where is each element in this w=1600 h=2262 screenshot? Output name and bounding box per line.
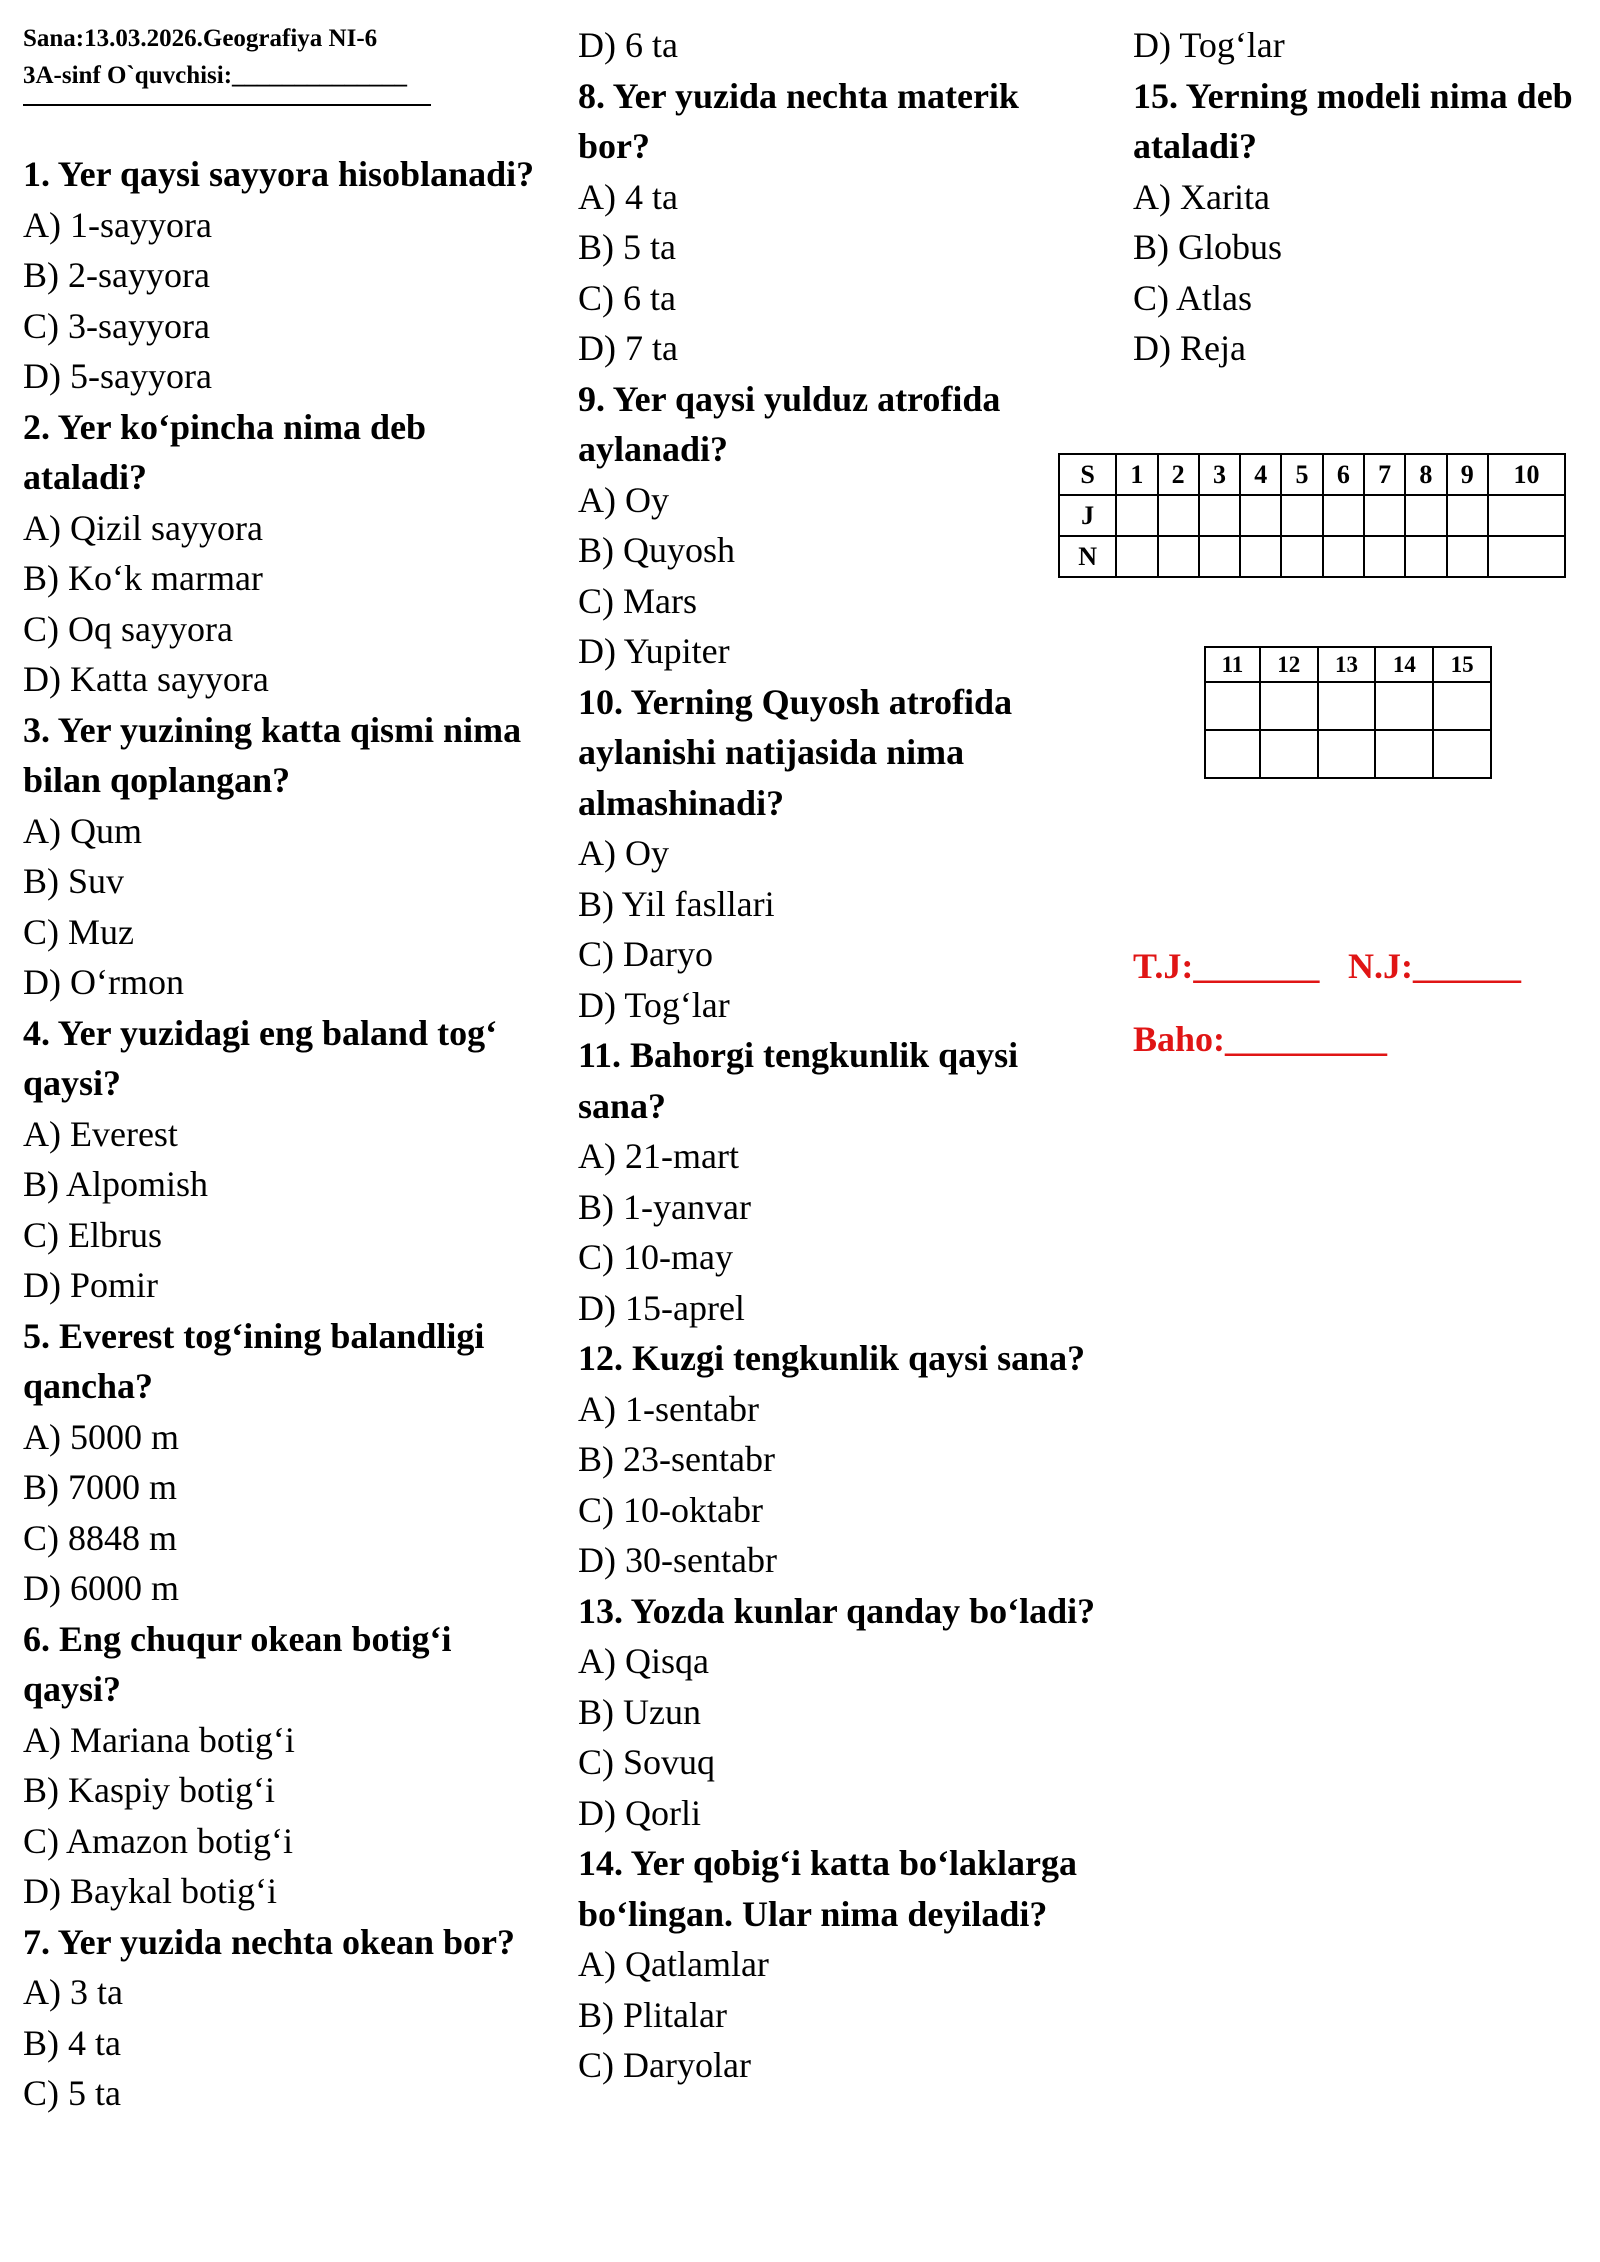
header-cell-3: 3: [1199, 454, 1240, 495]
header-cell-13: 13: [1318, 647, 1376, 682]
option-d: D) Baykal botig‘i: [23, 1871, 277, 1911]
column-2: [578, 20, 1098, 2091]
answer-cell[interactable]: [1205, 730, 1260, 778]
answer-cell[interactable]: [1199, 495, 1240, 536]
option-d: D) Katta sayyora: [23, 659, 269, 699]
answer-cell[interactable]: [1116, 536, 1157, 577]
option-d: D) 15-aprel: [578, 1287, 745, 1328]
option-b: B) Globus: [1133, 227, 1283, 267]
answer-cell[interactable]: [1488, 495, 1565, 536]
option-b: B) 2-sayyora: [23, 255, 210, 295]
answer-cell[interactable]: [1364, 536, 1405, 577]
question-12: [578, 1333, 1098, 1586]
option-c: C) 10-may: [578, 1237, 733, 1277]
option-d: D) 6000 m: [23, 1568, 179, 1608]
header-cell-6: 6: [1323, 454, 1364, 495]
question-5: [23, 1311, 543, 1614]
answer-cell[interactable]: [1323, 495, 1364, 536]
correct-answers-field: T.J:_______: [1133, 946, 1320, 986]
question-15: [1133, 71, 1573, 374]
question-text: 8. Yer yuzida nechta materik bor?: [578, 75, 1019, 166]
option-b: B) Kaspiy botig‘i: [23, 1770, 275, 1810]
answer-cell[interactable]: [1281, 495, 1322, 536]
option-d: D) Pomir: [23, 1265, 158, 1305]
row-label: J: [1059, 495, 1116, 536]
answer-cell[interactable]: [1158, 495, 1199, 536]
question-11: [578, 1030, 1098, 1333]
option-c: C) Atlas: [1133, 277, 1253, 318]
answer-cell[interactable]: [1433, 730, 1491, 778]
answer-cell[interactable]: [1488, 536, 1565, 577]
option-d: D) 5-sayyora: [23, 356, 212, 396]
question-text: 11. Bahorgi tengkunlik qaysi sana?: [578, 1035, 1019, 1126]
question-text: 12. Kuzgi tengkunlik qaysi sana?: [578, 1338, 1086, 1378]
answer-row-n: [1059, 536, 1565, 577]
header-cell-2: 2: [1158, 454, 1199, 495]
question-10: [578, 677, 1098, 1031]
option-c: C) 5 ta: [23, 2073, 121, 2113]
option-b: B) 5 ta: [578, 227, 676, 267]
header-cell-14: 14: [1375, 647, 1433, 682]
answer-cell[interactable]: [1364, 495, 1405, 536]
option-a: A) Qum: [23, 810, 142, 851]
name-blank-line: [23, 94, 431, 106]
question-13: [578, 1586, 1098, 1839]
column-3: [1133, 20, 1573, 374]
option-a: A) Oy: [578, 833, 669, 873]
option-a: A) 1-sentabr: [578, 1388, 759, 1429]
question-14: [578, 1838, 1098, 2091]
answer-cell[interactable]: [1116, 495, 1157, 536]
answer-cell[interactable]: [1405, 536, 1446, 577]
option-a: A) 4 ta: [578, 176, 678, 217]
question-text: 13. Yozda kunlar qanday bo‘ladi?: [578, 1590, 1096, 1631]
answer-cell[interactable]: [1158, 536, 1199, 577]
answer-cell[interactable]: [1205, 682, 1260, 730]
header-cell-7: 7: [1364, 454, 1405, 495]
header-cell-9: 9: [1447, 454, 1488, 495]
question-9: [578, 374, 1098, 677]
question-text: 2. Yer ko‘pincha nima deb ataladi?: [23, 406, 427, 497]
question-7: [23, 1917, 543, 2119]
header-cell-4: 4: [1240, 454, 1281, 495]
header-cell-8: 8: [1405, 454, 1446, 495]
answer-cell[interactable]: [1240, 536, 1281, 577]
answer-cell[interactable]: [1240, 495, 1281, 536]
option-a: A) 1-sayyora: [23, 204, 212, 245]
answer-cell[interactable]: [1433, 682, 1491, 730]
question-text: 7. Yer yuzida nechta okean bor?: [23, 1921, 516, 1962]
answer-cell[interactable]: [1375, 730, 1433, 778]
question-text: 1. Yer qaysi sayyora hisoblanadi?: [23, 154, 535, 194]
option-a: A) Everest: [23, 1113, 178, 1154]
header-student-name: 3A-sinf O`quvchisi:______________: [23, 62, 408, 89]
option-d: D) Yupiter: [578, 631, 730, 671]
option-b: B) Uzun: [578, 1691, 701, 1732]
question-text: 10. Yerning Quyosh atrofida aylanishi natijasida nima almashinadi?: [578, 681, 1013, 823]
option-c: C) Elbrus: [23, 1214, 162, 1255]
option-c: C) 10-oktabr: [578, 1489, 763, 1530]
option-c: C) 8848 m: [23, 1517, 178, 1558]
header-cell-5: 5: [1281, 454, 1322, 495]
wrong-answers-field: N.J:______: [1348, 946, 1521, 986]
option-a: A) 5000 m: [23, 1416, 179, 1457]
header-cell-label: S: [1059, 454, 1116, 495]
answer-table-header-row: [1205, 647, 1491, 682]
option-b: B) Suv: [23, 861, 125, 901]
option-c: C) Oq sayyora: [23, 608, 233, 649]
answer-cell[interactable]: [1281, 536, 1322, 577]
option-d: D) Reja: [1133, 328, 1246, 368]
question-2: [23, 402, 543, 705]
header-cell-1: 1: [1116, 454, 1157, 495]
option-a: A) Mariana botig‘i: [23, 1719, 295, 1760]
answer-table-header-row: [1059, 454, 1565, 495]
question-8: [578, 71, 1098, 374]
option-c: C) Mars: [578, 580, 697, 621]
option-c: C) Amazon botig‘i: [23, 1820, 293, 1861]
answer-cell[interactable]: [1447, 495, 1488, 536]
option-a: A) Qizil sayyora: [23, 507, 263, 548]
option-b: B) 7000 m: [23, 1467, 178, 1507]
question-text: 14. Yer qobig‘i katta bo‘laklarga bo‘lingan. Ular nima deyiladi?: [578, 1843, 1078, 1934]
option-c: C) Daryolar: [578, 2045, 751, 2085]
option-b: B) 1-yanvar: [578, 1186, 751, 1227]
option-b: B) 4 ta: [23, 2022, 121, 2063]
option-c: C) 3-sayyora: [23, 305, 210, 346]
question-text: 5. Everest tog‘ining balandligi qancha?: [23, 1315, 485, 1406]
option-b: B) 23-sentabr: [578, 1439, 775, 1479]
option-a: A) 3 ta: [23, 1972, 123, 2012]
question-4: [23, 1008, 543, 1311]
option-d: D) O‘rmon: [23, 962, 184, 1002]
option-a: A) Oy: [578, 479, 669, 520]
answer-cell[interactable]: [1260, 682, 1318, 730]
answer-table-11-15: [1204, 646, 1492, 779]
option-c: C) Daryo: [578, 934, 713, 974]
answer-cell[interactable]: [1199, 536, 1240, 577]
question-3: [23, 705, 543, 1008]
option-b: B) Alpomish: [23, 1164, 209, 1204]
answer-row-1: [1205, 682, 1491, 730]
question-text: 15. Yerning modeli nima deb ataladi?: [1133, 75, 1573, 166]
option-d: D) Qorli: [578, 1792, 701, 1833]
option-a: A) Xarita: [1133, 176, 1270, 217]
option-b: B) Ko‘k marmar: [23, 558, 263, 598]
option-c: C) 6 ta: [578, 277, 676, 318]
answer-cell[interactable]: [1323, 536, 1364, 577]
option-d: D) 30-sentabr: [578, 1540, 777, 1580]
answer-cell[interactable]: [1405, 495, 1446, 536]
option-b: B) Yil fasllari: [578, 883, 775, 924]
question-6: [23, 1614, 543, 1917]
question-1: [23, 149, 543, 402]
grade-field: Baho:_________: [1133, 1019, 1388, 1059]
question-text: 4. Yer yuzidagi eng baland tog‘ qaysi?: [23, 1012, 498, 1103]
answer-row-2: [1205, 730, 1491, 778]
option-a: A) 21-mart: [578, 1136, 739, 1176]
column-1: [23, 20, 543, 2119]
option-b: B) Quyosh: [578, 530, 736, 570]
question-text: 6. Eng chuqur okean botig‘i qaysi?: [23, 1618, 452, 1709]
option-c: C) Sovuq: [578, 1742, 716, 1782]
row-label: N: [1059, 536, 1116, 577]
option-d: D) Tog‘lar: [1133, 25, 1285, 65]
answer-row-j: [1059, 495, 1565, 536]
header-cell-12: 12: [1260, 647, 1318, 682]
header-cell-10: 10: [1488, 454, 1565, 495]
option-a: A) Qisqa: [578, 1641, 709, 1681]
header-cell-11: 11: [1205, 647, 1260, 682]
answer-cell[interactable]: [1260, 730, 1318, 778]
answer-cell[interactable]: [1375, 682, 1433, 730]
option-d: D) Tog‘lar: [578, 984, 730, 1025]
answer-cell[interactable]: [1318, 730, 1376, 778]
option-c: C) Muz: [23, 911, 134, 952]
option-a: A) Qatlamlar: [578, 1944, 769, 1984]
question-text: 3. Yer yuzining katta qismi nima bilan qoplangan?: [23, 709, 522, 800]
answer-table-1-10: [1058, 453, 1566, 578]
question-text: 9. Yer qaysi yulduz atrofida aylanadi?: [578, 378, 1001, 469]
option-b: B) Plitalar: [578, 1994, 727, 2035]
option-d: D) 6 ta: [578, 25, 678, 65]
option-d: D) 7 ta: [578, 328, 678, 368]
answer-cell[interactable]: [1318, 682, 1376, 730]
header-date-subject: Sana:13.03.2026.Geografiya NI-6: [23, 25, 378, 52]
answer-cell[interactable]: [1447, 536, 1488, 577]
header-cell-15: 15: [1433, 647, 1491, 682]
